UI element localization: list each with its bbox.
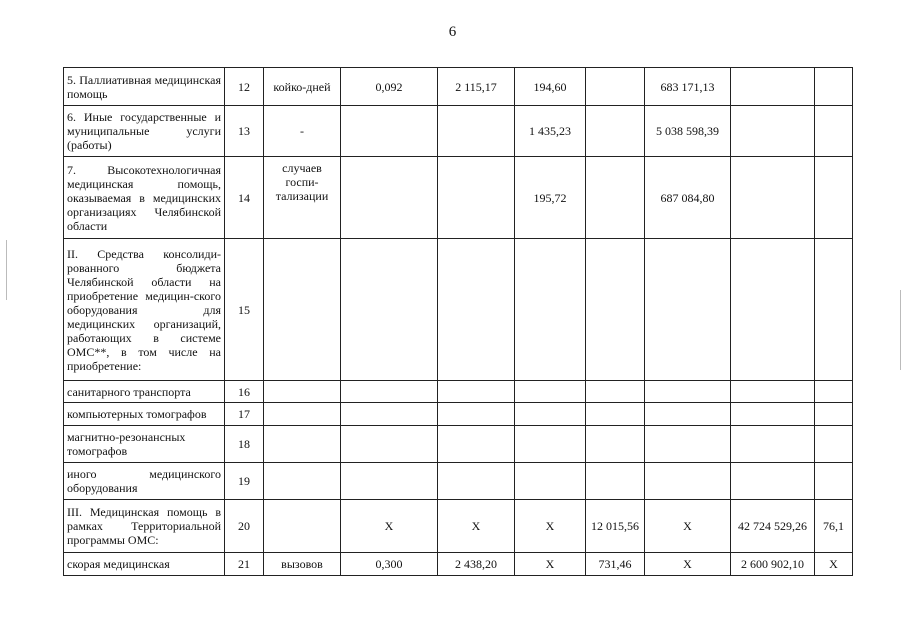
cell-col7 xyxy=(586,463,645,500)
row-name: иного медицинского оборудования xyxy=(64,463,225,500)
cell-col7 xyxy=(586,157,645,239)
row-name: 6. Иные государственные и муниципальные услуги (работы) xyxy=(64,106,225,157)
row-unit xyxy=(264,239,341,381)
row-unit xyxy=(264,403,341,426)
row-line-number: 15 xyxy=(225,239,264,381)
cell-col6: 1 435,23 xyxy=(515,106,586,157)
cell-col7 xyxy=(586,239,645,381)
table-row xyxy=(64,381,853,403)
row-unit xyxy=(264,426,341,463)
cell-col5 xyxy=(438,157,515,239)
cell-col4 xyxy=(341,381,438,403)
row-line-number: 21 xyxy=(225,553,264,576)
cell-col5 xyxy=(438,106,515,157)
scan-edge-mark-right xyxy=(900,290,901,370)
cell-col5 xyxy=(438,403,515,426)
cell-col7 xyxy=(586,68,645,106)
cell-col10 xyxy=(815,106,853,157)
row-unit-text: случаев госпи-тализации xyxy=(275,161,329,203)
cell-col8: 683 171,13 xyxy=(645,68,731,106)
row-line-number: 12 xyxy=(225,68,264,106)
table-row xyxy=(64,106,853,157)
cell-col5: 2 438,20 xyxy=(438,553,515,576)
cell-col6: Х xyxy=(515,500,586,553)
row-name: II. Средства консолиди-рованного бюджета Челябинской области на приобретение медицин-ского оборудования для медицинских организаций, работающих в системе ОМС**, в том числе на приобретение: xyxy=(64,239,225,381)
row-line-number: 17 xyxy=(225,403,264,426)
cell-col6 xyxy=(515,239,586,381)
row-unit xyxy=(264,381,341,403)
cell-col6 xyxy=(515,463,586,500)
cell-col6: 194,60 xyxy=(515,68,586,106)
cell-col8 xyxy=(645,426,731,463)
cell-col9 xyxy=(731,157,815,239)
table-row xyxy=(64,553,853,576)
cell-col7 xyxy=(586,403,645,426)
table-row xyxy=(64,403,853,426)
row-name: скорая медицинская xyxy=(64,553,225,576)
cost-table xyxy=(63,67,853,576)
cell-col8: Х xyxy=(645,553,731,576)
cell-col4 xyxy=(341,106,438,157)
cell-col8 xyxy=(645,239,731,381)
cell-col7 xyxy=(586,106,645,157)
cell-col8: 687 084,80 xyxy=(645,157,731,239)
cell-col10: Х xyxy=(815,553,853,576)
row-name: санитарного транспорта xyxy=(64,381,225,403)
cell-col4 xyxy=(341,463,438,500)
cell-col10 xyxy=(815,68,853,106)
cell-col6: 195,72 xyxy=(515,157,586,239)
cell-col8 xyxy=(645,403,731,426)
cell-col8: 5 038 598,39 xyxy=(645,106,731,157)
cell-col6 xyxy=(515,403,586,426)
cell-col10 xyxy=(815,381,853,403)
cell-col5 xyxy=(438,381,515,403)
cell-col9 xyxy=(731,106,815,157)
page-number: 6 xyxy=(448,24,457,40)
cell-col6 xyxy=(515,426,586,463)
cell-col4: Х xyxy=(341,500,438,553)
cell-col9: 42 724 529,26 xyxy=(731,500,815,553)
cell-col10 xyxy=(815,463,853,500)
table-row xyxy=(64,463,853,500)
cell-col6 xyxy=(515,381,586,403)
row-name: магнитно-резонансных томографов xyxy=(64,426,225,463)
row-line-number: 18 xyxy=(225,426,264,463)
cell-col8 xyxy=(645,381,731,403)
cell-col7 xyxy=(586,426,645,463)
cell-col10 xyxy=(815,426,853,463)
cell-col9 xyxy=(731,381,815,403)
cell-col4 xyxy=(341,403,438,426)
row-line-number: 16 xyxy=(225,381,264,403)
row-line-number: 19 xyxy=(225,463,264,500)
table-row xyxy=(64,239,853,381)
cell-col4 xyxy=(341,239,438,381)
cell-col5: 2 115,17 xyxy=(438,68,515,106)
cell-col9 xyxy=(731,403,815,426)
row-line-number: 14 xyxy=(225,157,264,239)
table-row xyxy=(64,68,853,106)
row-unit xyxy=(264,157,341,239)
table-row xyxy=(64,426,853,463)
cell-col5 xyxy=(438,426,515,463)
table-row xyxy=(64,500,853,553)
row-line-number: 20 xyxy=(225,500,264,553)
row-unit xyxy=(264,463,341,500)
cell-col6: Х xyxy=(515,553,586,576)
cell-col4 xyxy=(341,426,438,463)
cell-col4 xyxy=(341,157,438,239)
row-name: III. Медицинская помощь в рамках Территориальной программы ОМС: xyxy=(64,500,225,553)
cell-col7: 731,46 xyxy=(586,553,645,576)
row-name: 5. Паллиативная медицинская помощь xyxy=(64,68,225,106)
cell-col10 xyxy=(815,239,853,381)
cell-col8: Х xyxy=(645,500,731,553)
cell-col9 xyxy=(731,426,815,463)
cell-col9 xyxy=(731,68,815,106)
row-unit: - xyxy=(264,106,341,157)
row-name: компьютерных томографов xyxy=(64,403,225,426)
cell-col9 xyxy=(731,239,815,381)
cell-col9: 2 600 902,10 xyxy=(731,553,815,576)
cell-col7 xyxy=(586,381,645,403)
cell-col5: Х xyxy=(438,500,515,553)
cell-col10: 76,1 xyxy=(815,500,853,553)
cell-col4: 0,092 xyxy=(341,68,438,106)
cell-col9 xyxy=(731,463,815,500)
cell-col7: 12 015,56 xyxy=(586,500,645,553)
row-unit: койко-дней xyxy=(264,68,341,106)
cell-col4: 0,300 xyxy=(341,553,438,576)
row-line-number: 13 xyxy=(225,106,264,157)
row-name: 7. Высокотехнологичная медицинская помощь, оказываемая в медицинских организациях Челябинской области xyxy=(64,157,225,239)
row-unit: вызовов xyxy=(264,553,341,576)
row-unit xyxy=(264,500,341,553)
scan-edge-mark-left xyxy=(6,240,7,300)
cell-col5 xyxy=(438,239,515,381)
cell-col10 xyxy=(815,403,853,426)
cell-col10 xyxy=(815,157,853,239)
cell-col8 xyxy=(645,463,731,500)
table-row xyxy=(64,157,853,239)
cell-col5 xyxy=(438,463,515,500)
